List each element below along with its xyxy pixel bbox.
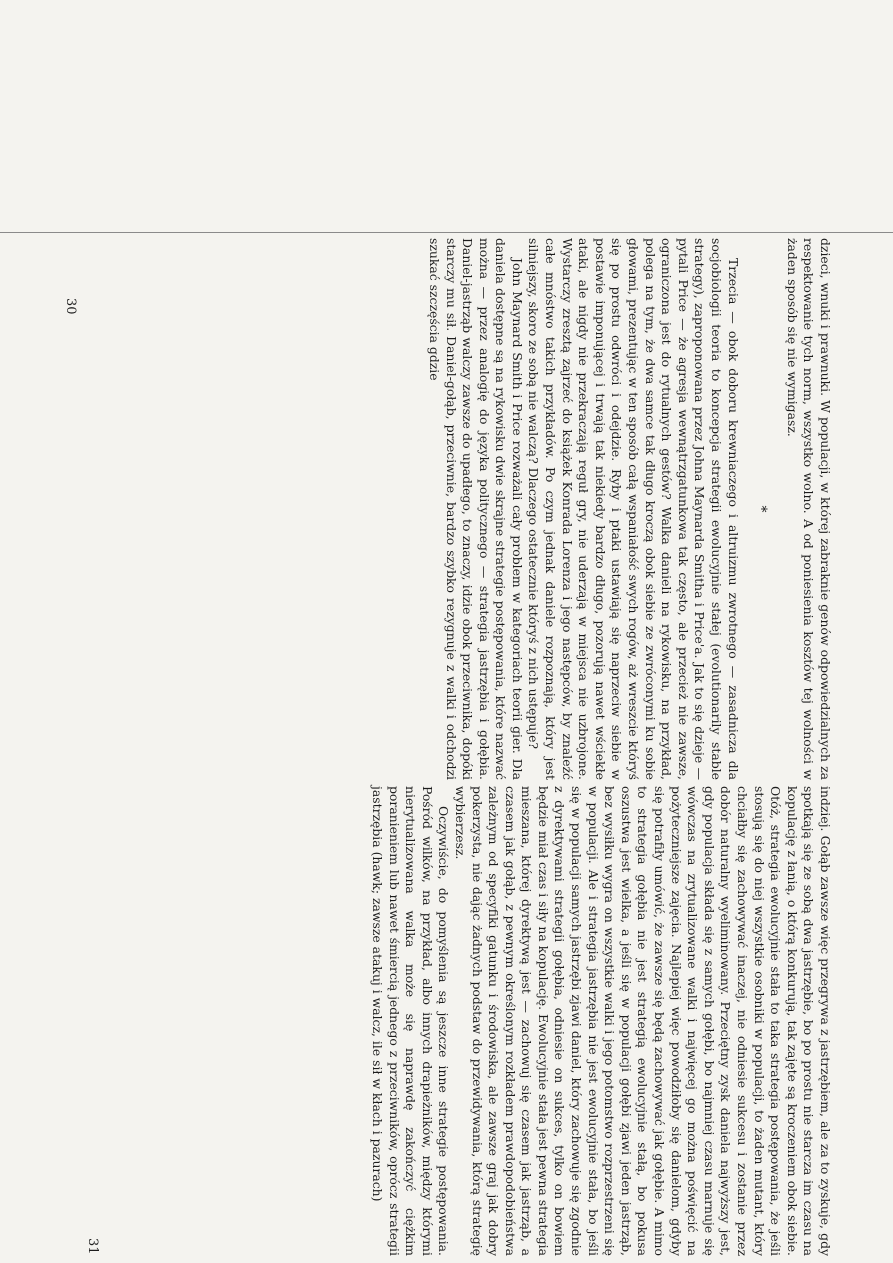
section-separator: *	[753, 505, 770, 513]
page-fold-line	[0, 232, 893, 233]
right-page-paragraph-1: indziej. Gołąb zawsze więc przegrywa z jastrzębiem, ale za to zyskuje, gdy spotkają się ze sobą dwa jastrzębie, bo po prostu nie starcza im czasu na kopulację z łanią, o którą konkurują, tak zajęte są kroczeniem obok siebie. Otóż, strategia ewolucyjnie stała to taka strategia postępowania, że jeśli stosują się do niej wszystkie osobniki w populacji, to żaden mutant, który chciałby się zachowywać inaczej, nie odniesie sukcesu i zostanie przez dobór naturalny wyeliminowany. Przeciętny zysk daniela najwyższy jest, gdy populacja składa się z samych gołębi, bo najmniej czasu marnuje się wówczas na zrytualizowane walki i najwięcej go można poświęcić na pożyteczniejsze zajęcia. Najlepiej więc powodziłoby się danielom, gdyby się potrafiły umówić, że zawsze się będą zachowywać jak gołębie. A mimo to strategia gołębia nie jest strategią ewolucyjnie stałą, bo pokusa oszustwa jest wielka, a jeśli się w populacji gołębi zjawi jeden jastrząb, bez wysiłku wygra on wszystkie walki i jego potomstwo rozprzestrzeni się w populacji. Ale i strategia jastrzębia nie jest ewolucyjnie stała, bo jeśli się w populacji samych jastrzębi zjawi daniel, który zachowuje się zgodnie z dyrektywami strategii gołębia, odniesie on sukces, tylko on bowiem będzie miał czas i siły na kopulację. Ewolucyjnie stała jest pewna strategia mieszana, której dyrektywą jest — zachowuj się czasem jak jastrząb, a czasem jak gołąb, z pewnym określonym rozkładem prawdopodobieństwa zależnym od specyfiki gatunku i środowiska, ale zawsze graj jak dobry pokerzysta, nie dając żadnych podstaw do przewidywania, którą strategię wybierzesz.	[452, 786, 833, 1256]
left-page-paragraph-2: John Maynard Smith i Price rozważali cały problem w kategoriach teorii gier. Dla daniela dostępne są na rykowisku dwie skrajne strategie postępowania, które nazwać można — przez analogię do języka politycznego — strategia jastrzębia i gołębia. Daniel-jastrząb walczy zawsze do upadłego, to znaczy, idzie obok przeciwnika, dopóki starczy mu sił. Daniel-gołąb, przeciwnie, bardzo szybko rezygnuje z walki i odchodzi szukać szczęścia gdzie	[426, 238, 525, 780]
right-page-paragraph-2: Oczywiście, do pomyślenia są jeszcze inne strategie postępowania. Pośród wilków, na przykład, albo innych drapieżników, między którymi nierytualizowana walka może się naprawdę zakończyć ciężkim poranieniem lub nawet śmiercią jednego z przeciwników, oprócz strategii jastrzębia (hawk; zawsze atakuj i walcz, ile sił w kłach i pazurach)	[369, 786, 452, 1256]
left-page-number: 30	[63, 298, 78, 315]
left-page-opening: dzieci, wnuki i prawnuki. W populacji, w której zabraknie genów odpowiedzialnych za respektowanie tych norm, wszystko wolno. A od poniesienia kosztów tej wolności w żaden sposób się nie wymigasz.	[784, 238, 833, 780]
left-page	[425, 238, 833, 780]
left-page-paragraph-1: Trzecia — obok doboru krewniaczego i altruizmu zwrotnego — zasadnicza dla socjobiologii teoria to koncepcja strategii ewolucyjnie stałej (evolutionarily stable strategy), zaproponowana przez Johna Maynarda Smitha i Price'a. Jak to się dzieje — pytali Price — że agresja wewnątrzgatunkowa tak często, ale przecież nie zawsze, ograniczona jest do rytualnych gestów? Walka danieli na rykowisku, na przykład, polega na tym, że dwa samce tak długo kroczą obok siebie ze zwróconymi ku sobie głowami, prezentując w ten sposób całą wspaniałość swych rogów, aż wreszcie któryś się po prostu odwróci i odejdzie. Ryby i ptaki ustawiają się naprzeciw siebie w postawie imponującej i trwają tak niekiedy bardzo długo, pozorują nawet wściekłe ataki, ale nigdy nie przekraczają reguł gry, nie uderzają w miejsca nie uzbrojone. Wystarczy zresztą zajrzeć do książek Konrada Lorenza i jego następców, by znaleźć całe mnóstwo takich przykładów. Po czym jednak daniele rozpoznają, który jest silniejszy, skoro ze sobą nie walczą? Dlaczego ostatecznie któryś z nich ustępuje?	[526, 238, 741, 780]
right-page-number: 31	[85, 1238, 100, 1255]
right-page	[368, 786, 833, 1256]
